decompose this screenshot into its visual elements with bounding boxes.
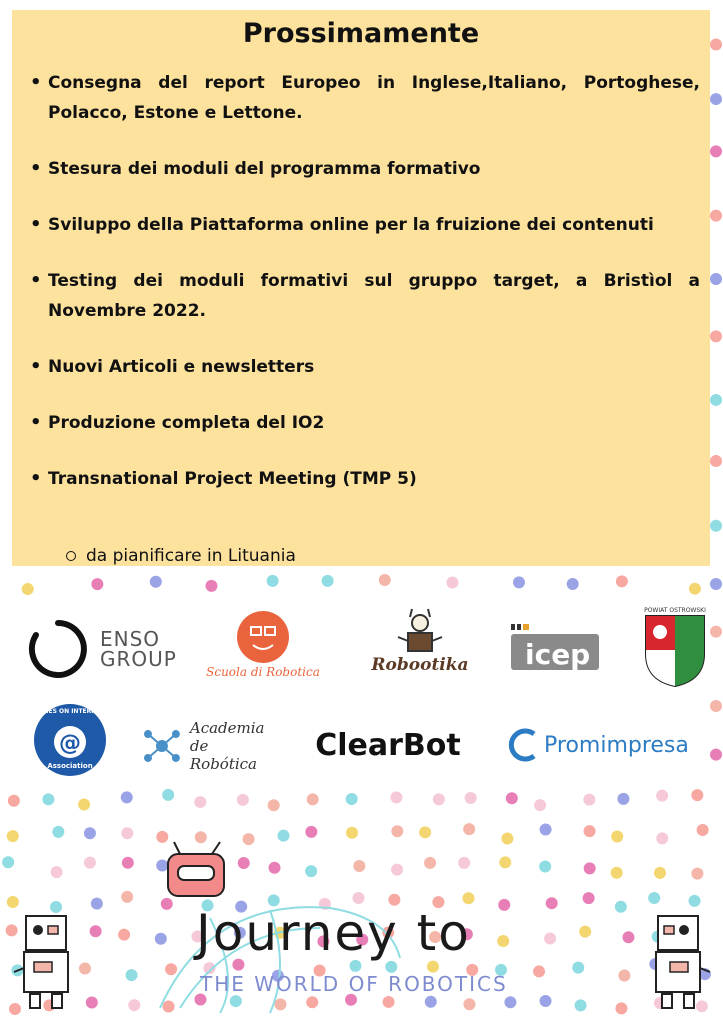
confetti-dot <box>710 210 722 222</box>
confetti-dot <box>584 825 596 837</box>
confetti-dot <box>122 857 134 869</box>
confetti-dot <box>710 93 722 105</box>
list-item: • Nuovi Articoli e newsletters <box>30 352 700 382</box>
promimpresa-label: Promimpresa <box>544 732 689 758</box>
enso-group-logo <box>26 614 186 684</box>
confetti-dot <box>533 965 545 977</box>
confetti-dot <box>513 576 525 588</box>
enso-line1: ENSO <box>100 627 161 651</box>
enso-circle-icon <box>26 617 90 681</box>
academia-de-robotica-logo <box>140 718 280 774</box>
confetti-dot <box>52 826 64 838</box>
robootika-logo <box>365 600 475 680</box>
confetti-dot <box>84 857 96 869</box>
confetti-dot <box>433 793 445 805</box>
confetti-dot <box>86 996 98 1008</box>
clearbot-label: ClearBot <box>315 727 461 763</box>
confetti-dot <box>499 856 511 868</box>
list-item: • Sviluppo della Piattaforma online per la fruizione dei contenuti <box>30 210 700 240</box>
confetti-dot <box>617 793 629 805</box>
confetti-dot <box>710 700 722 712</box>
confetti-dot <box>91 578 103 590</box>
confetti-dot <box>572 962 584 974</box>
confetti-dot <box>534 799 546 811</box>
list-item: • Produzione completa del IO2 <box>30 408 700 438</box>
confetti-dot <box>656 790 668 802</box>
confetti-dot <box>615 901 627 913</box>
scuola-label: Scuola di Robotica <box>206 665 320 679</box>
confetti-dot <box>121 791 133 803</box>
list-item: • Testing dei moduli formativi sul gruppo target, a Bristìol a Novembre 2022. <box>30 266 700 326</box>
confetti-dot <box>611 830 623 842</box>
confetti-dot <box>307 793 319 805</box>
confetti-dot <box>579 926 591 938</box>
confetti-dot <box>539 861 551 873</box>
confetti-dot <box>419 826 431 838</box>
confetti-dot <box>205 580 217 592</box>
list-item: • Stesura dei moduli del programma formativo <box>30 154 700 184</box>
confetti-dot <box>622 931 634 943</box>
confetti-dot <box>544 932 556 944</box>
confetti-dot <box>689 583 701 595</box>
confetti-dot <box>51 866 63 878</box>
confetti-dot <box>615 1002 627 1014</box>
confetti-dot <box>2 856 14 868</box>
sub-list-item: da pianificare in Lituania <box>66 546 296 566</box>
confetti-dot <box>501 832 513 844</box>
confetti-dot <box>611 867 623 879</box>
robot-right-icon <box>648 912 714 1012</box>
icep-logo <box>505 620 605 676</box>
powiat-ostrowski-logo <box>640 606 710 688</box>
confetti-dot <box>7 830 19 842</box>
confetti-dot <box>126 969 138 981</box>
confetti-dot <box>390 791 402 803</box>
confetti-dot <box>8 795 20 807</box>
confetti-dot <box>267 575 279 587</box>
confetti-dot <box>90 925 102 937</box>
confetti-dot <box>691 868 703 880</box>
confetti-dot <box>128 999 140 1011</box>
confetti-dot <box>458 857 470 869</box>
circle-bullet-icon <box>66 551 76 561</box>
confetti-dot <box>546 897 558 909</box>
robot-left-icon <box>12 912 74 1012</box>
confetti-dot <box>504 996 516 1008</box>
enso-line2: GROUP <box>100 647 177 671</box>
confetti-dot <box>78 799 90 811</box>
confetti-dot <box>150 576 162 588</box>
footer-title: Journey to <box>196 904 471 962</box>
confetti-dot <box>710 330 722 342</box>
confetti-dot <box>424 857 436 869</box>
confetti-dot <box>710 578 722 590</box>
confetti-dot <box>691 789 703 801</box>
confetti-dot <box>42 793 54 805</box>
confetti-dot <box>710 626 722 638</box>
cities-bottom-label: Association <box>47 762 93 770</box>
confetti-dot <box>654 867 666 879</box>
robot-face-icon <box>235 609 291 665</box>
coat-of-arms-icon <box>644 614 706 688</box>
confetti-dot <box>618 970 630 982</box>
confetti-dot <box>427 961 439 973</box>
confetti-dot <box>162 789 174 801</box>
confetti-dot <box>710 145 722 157</box>
confetti-dot <box>583 794 595 806</box>
confetti-dot <box>616 575 628 587</box>
svg-text:@: @ <box>59 731 81 756</box>
confetti-dot <box>710 455 722 467</box>
confetti-dot <box>506 792 518 804</box>
confetti-dot <box>463 823 475 835</box>
confetti-dot <box>710 394 722 406</box>
confetti-dot <box>391 825 403 837</box>
scuola-di-robotica-logo <box>203 603 323 685</box>
academia-line1: Academia <box>189 719 265 737</box>
upcoming-panel <box>12 10 710 566</box>
confetti-dot <box>462 892 474 904</box>
cities-arc-label: CITIES ON INTERNET <box>35 708 105 715</box>
confetti-dot <box>710 520 722 532</box>
confetti-dot <box>540 995 552 1007</box>
confetti-dot <box>22 583 34 595</box>
confetti-dot <box>497 935 509 947</box>
confetti-dot <box>425 996 437 1008</box>
confetti-dot <box>118 929 130 941</box>
confetti-dot <box>84 827 96 839</box>
confetti-dot <box>575 999 587 1011</box>
confetti-dot <box>237 794 249 806</box>
confetti-dot <box>379 574 391 586</box>
confetti-dot <box>194 796 206 808</box>
robootika-label: Robootika <box>371 655 469 675</box>
confetti-dot <box>446 576 458 588</box>
network-nodes-icon <box>140 724 184 768</box>
confetti-dot <box>268 799 280 811</box>
page-title: Prossimamente <box>242 18 480 49</box>
confetti-dot <box>121 827 133 839</box>
confetti-dot <box>79 963 91 975</box>
swoosh-icon <box>508 728 542 762</box>
confetti-dot <box>346 793 358 805</box>
confetti-dot <box>583 892 595 904</box>
clearbot-logo <box>308 722 468 768</box>
powiat-label: POWIAT OSTROWSKI <box>644 606 706 614</box>
academia-line2: de Robótica <box>189 737 258 773</box>
confetti-dot <box>7 896 19 908</box>
upcoming-list <box>30 68 700 494</box>
confetti-dot <box>697 824 709 836</box>
footer-subtitle: THE WORLD OF ROBOTICS <box>200 972 508 996</box>
list-item: • Consegna del report Europeo in Inglese,Italiano, Portoghese, Polacco, Estone e Lettone. <box>30 68 700 128</box>
list-item: • Transnational Project Meeting (TMP 5) <box>30 464 700 494</box>
confetti-dot <box>540 824 552 836</box>
confetti-dot <box>305 826 317 838</box>
confetti-dot <box>584 862 596 874</box>
confetti-dot <box>648 892 660 904</box>
confetti-dot <box>689 895 701 907</box>
icep-label: icep <box>525 638 591 671</box>
confetti-dot <box>121 891 133 903</box>
confetti-dot <box>498 899 510 911</box>
confetti-dot <box>322 575 334 587</box>
robot-icon <box>390 605 450 655</box>
confetti-dot <box>463 998 475 1010</box>
confetti-dot <box>465 792 477 804</box>
confetti-dot <box>346 827 358 839</box>
promimpresa-logo <box>508 720 720 770</box>
confetti-dot <box>91 898 103 910</box>
confetti-dot <box>656 832 668 844</box>
confetti-dot <box>710 39 722 51</box>
confetti-dot <box>710 273 722 285</box>
cities-on-internet-logo <box>30 700 110 780</box>
confetti-dot <box>567 578 579 590</box>
